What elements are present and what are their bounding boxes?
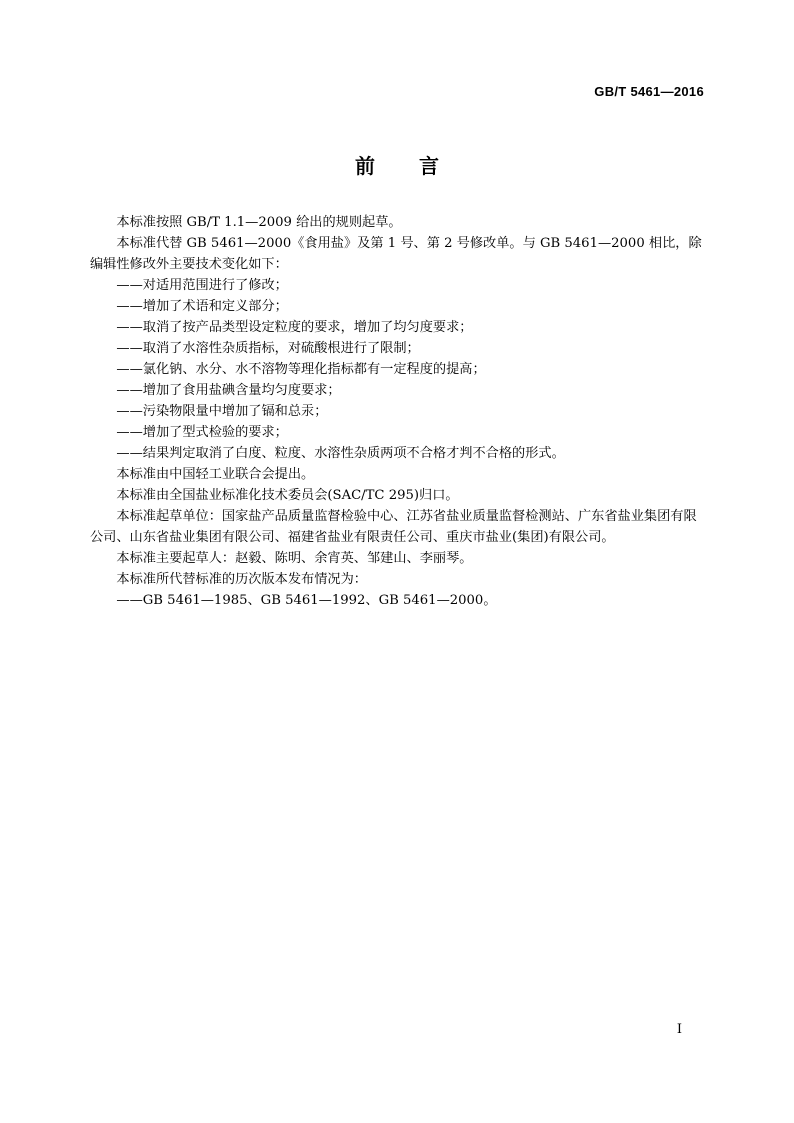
paragraph-drafters: 本标准主要起草人：赵毅、陈明、余宵英、邹建山、李丽琴。 bbox=[116, 551, 473, 566]
paragraph-drafting-rules: 本标准按照 GB/T 1.1—2009 给出的规则起草。 bbox=[116, 215, 402, 230]
change-item: ——取消了按产品类型设定粒度的要求，增加了均匀度要求； bbox=[116, 320, 473, 335]
standard-code: GB/T 5461—2016 bbox=[594, 84, 704, 99]
paragraph-history-intro: 本标准所代替标准的历次版本发布情况为： bbox=[116, 572, 367, 587]
page-number: I bbox=[676, 1022, 682, 1037]
history-item: ——GB 5461—1985、GB 5461—1992、GB 5461—2000。 bbox=[116, 593, 497, 608]
change-item: ——结果判定取消了白度、粒度、水溶性杂质两项不合格才判不合格的形式。 bbox=[116, 446, 565, 461]
change-item: ——污染物限量中增加了镉和总汞； bbox=[116, 404, 328, 419]
change-item: ——增加了食用盐碘含量均匀度要求； bbox=[116, 383, 341, 398]
paragraph-drafting-units: 本标准起草单位：国家盐产品质量监督检验中心、江苏省盐业质量监督检测站、广东省盐业集团有限公司、山东省盐业集团有限公司、福建省盐业有限责任公司、重庆市盐业(集团)有限公司。 bbox=[90, 509, 697, 545]
document-body bbox=[90, 212, 706, 611]
change-item: ——增加了型式检验的要求； bbox=[116, 425, 288, 440]
page-title: 前言 bbox=[355, 154, 483, 178]
paragraph-technical-committee: 本标准由全国盐业标准化技术委员会(SAC/TC 295)归口。 bbox=[116, 488, 459, 503]
change-item: ——取消了水溶性杂质指标，对硫酸根进行了限制； bbox=[116, 341, 420, 356]
change-item: ——氯化钠、水分、水不溶物等理化指标都有一定程度的提高； bbox=[116, 362, 486, 377]
paragraph-proposer: 本标准由中国轻工业联合会提出。 bbox=[116, 467, 315, 482]
change-item: ——对适用范围进行了修改； bbox=[116, 278, 288, 293]
paragraph-replaces: 本标准代替 GB 5461—2000《食用盐》及第 1 号、第 2 号修改单。与 GB 5461—2000 相比，除编辑性修改外主要技术变化如下： bbox=[90, 236, 702, 272]
change-item: ——增加了术语和定义部分； bbox=[116, 299, 288, 314]
